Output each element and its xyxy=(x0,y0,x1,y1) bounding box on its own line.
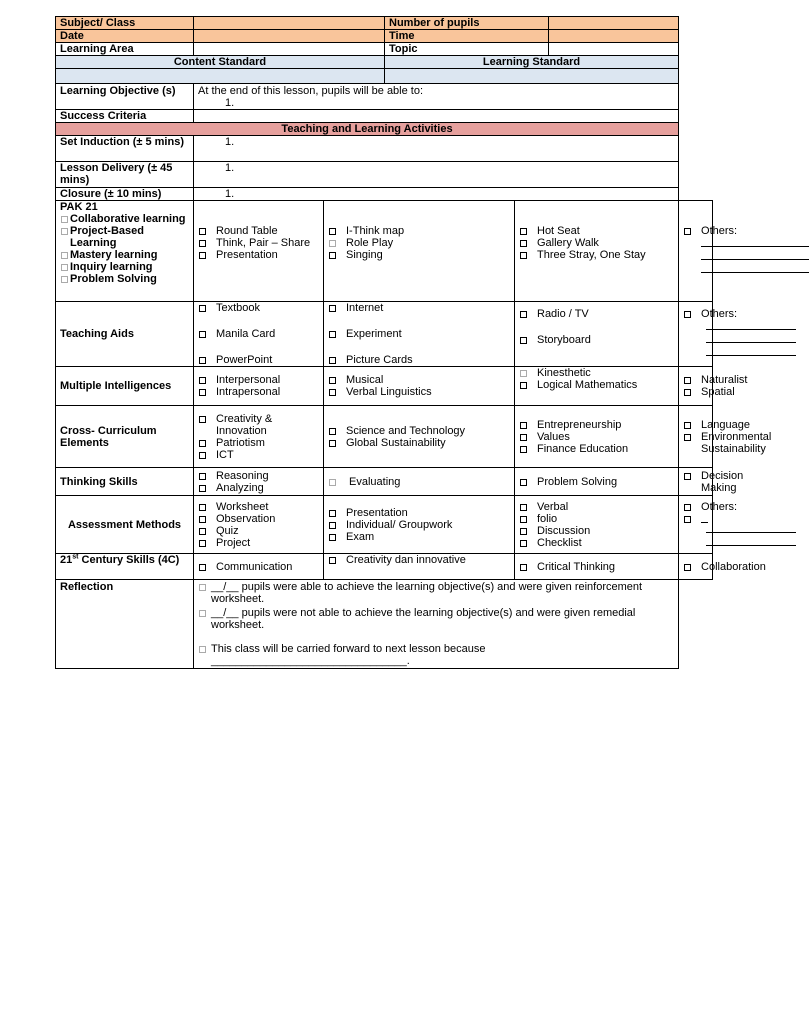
blank-line[interactable] xyxy=(706,523,796,533)
checkbox-icon[interactable] xyxy=(684,564,691,571)
lesson-delivery-row xyxy=(56,162,713,188)
teaching-aids-others xyxy=(679,302,738,367)
option-item[interactable]: Verbal Linguistics xyxy=(328,386,510,398)
checkbox-icon[interactable] xyxy=(199,240,206,247)
standards-header-row xyxy=(56,56,713,69)
checkbox-icon[interactable] xyxy=(520,516,527,523)
option-item[interactable]: Communication xyxy=(198,561,319,573)
learning-objective-label: Learning Objective (s) xyxy=(56,84,194,110)
checkbox-icon[interactable] xyxy=(329,228,336,235)
option-item[interactable]: Textbook xyxy=(198,302,319,328)
objective-row xyxy=(56,84,713,110)
checkbox-icon[interactable] xyxy=(684,311,691,318)
checkbox-icon[interactable] xyxy=(684,377,691,384)
success-criteria-field[interactable] xyxy=(194,110,679,123)
date-field[interactable] xyxy=(194,30,385,43)
checkbox-icon[interactable] xyxy=(329,240,336,247)
checkbox-icon[interactable] xyxy=(520,370,527,377)
option-item[interactable]: Reasoning xyxy=(198,470,319,482)
pak21-item[interactable]: Project-Based Learning xyxy=(60,225,189,249)
checkbox-icon[interactable] xyxy=(199,540,206,547)
checkbox-icon[interactable] xyxy=(199,440,206,447)
assessment-row xyxy=(56,496,713,554)
option-item[interactable]: Observation xyxy=(198,513,319,525)
am-col3 xyxy=(515,496,679,554)
teaching-aids-col2 xyxy=(324,302,515,367)
others-lines[interactable] xyxy=(683,237,708,276)
option-item[interactable]: Project xyxy=(198,537,319,549)
checkbox-icon[interactable] xyxy=(684,504,691,511)
option-item[interactable]: Individual/ Groupwork xyxy=(328,519,510,531)
century-skills-row xyxy=(56,554,713,580)
checkbox-icon[interactable] xyxy=(329,510,336,517)
checkbox-icon[interactable] xyxy=(199,331,206,338)
checkbox-icon[interactable] xyxy=(199,416,206,423)
checkbox-icon[interactable] xyxy=(520,337,527,344)
checkbox-icon[interactable] xyxy=(684,422,691,429)
option-item[interactable]: Radio / TV xyxy=(519,308,674,334)
checkbox-icon[interactable] xyxy=(61,264,68,271)
checkbox-icon[interactable] xyxy=(520,382,527,389)
cross-curriculum-row xyxy=(56,406,713,468)
checkbox-icon[interactable] xyxy=(61,216,68,223)
learning-standard-field[interactable] xyxy=(385,69,679,84)
option-item[interactable]: folio xyxy=(519,513,674,525)
checkbox-icon[interactable] xyxy=(329,479,336,486)
am-col1 xyxy=(194,496,324,554)
checkbox-icon[interactable] xyxy=(520,240,527,247)
cs-col2 xyxy=(324,554,515,580)
lesson-delivery-field[interactable] xyxy=(194,162,679,188)
set-induction-label: Set Induction (± 5 mins) xyxy=(56,136,194,162)
standards-value-row xyxy=(56,69,713,84)
checkbox-icon[interactable] xyxy=(199,252,206,259)
checkbox-icon[interactable] xyxy=(329,377,336,384)
success-criteria-label: Success Criteria xyxy=(56,110,194,123)
reflection-label: Reflection xyxy=(56,580,194,669)
header-row-subject xyxy=(56,17,713,30)
closure-label: Closure (± 10 mins) xyxy=(56,188,194,201)
checkbox-icon[interactable] xyxy=(61,228,68,235)
checkbox-icon[interactable] xyxy=(520,252,527,259)
checkbox-icon[interactable] xyxy=(520,564,527,571)
others-lines[interactable] xyxy=(683,320,708,359)
option-item[interactable]: Picture Cards xyxy=(328,354,510,366)
option-item[interactable]: Spatial xyxy=(683,386,708,398)
lesson-plan-table xyxy=(55,16,772,669)
objective-item: 1. xyxy=(225,97,235,109)
success-criteria-row xyxy=(56,110,713,123)
header-row-date xyxy=(56,30,713,43)
option-item[interactable]: Patriotism xyxy=(198,437,319,449)
option-item[interactable]: Singing xyxy=(328,249,510,261)
checkbox-icon[interactable] xyxy=(329,522,336,529)
cce-col3 xyxy=(515,406,679,468)
activities-header-row xyxy=(56,123,713,136)
blank-line[interactable] xyxy=(706,333,796,343)
blank-line[interactable] xyxy=(701,263,809,273)
am-col2 xyxy=(324,496,515,554)
header-row-learning-area xyxy=(56,43,713,56)
reflection-option[interactable]: This class will be carried forward to next lesson because ________________________________. xyxy=(198,643,674,667)
checkbox-icon[interactable] xyxy=(329,389,336,396)
option-item[interactable]: Critical Thinking xyxy=(519,561,674,573)
checkbox-icon[interactable] xyxy=(684,434,691,441)
checkbox-icon[interactable] xyxy=(520,422,527,429)
activities-title: Teaching and Learning Activities xyxy=(56,123,679,136)
teaching-aids-row xyxy=(56,302,713,367)
cross-curriculum-label: Cross- Curriculum Elements xyxy=(56,406,194,468)
option-item[interactable]: Musical xyxy=(328,374,510,386)
pak21-title: PAK 21 xyxy=(60,201,98,213)
ts-col4 xyxy=(679,468,744,496)
checkbox-icon[interactable] xyxy=(520,446,527,453)
option-item[interactable]: Naturalist xyxy=(683,374,708,386)
checkbox-icon[interactable] xyxy=(199,516,206,523)
mi-col2 xyxy=(324,367,515,406)
option-item[interactable]: Interpersonal xyxy=(198,374,319,386)
option-item[interactable]: Worksheet xyxy=(198,501,319,513)
blank-line[interactable] xyxy=(706,346,796,356)
option-item[interactable]: Analyzing xyxy=(198,482,319,494)
checkbox-icon[interactable] xyxy=(199,357,206,364)
option-item[interactable]: Evaluating xyxy=(328,476,510,488)
option-item[interactable]: Problem Solving xyxy=(519,476,674,488)
ts-col1 xyxy=(194,468,324,496)
number-of-pupils-field[interactable] xyxy=(549,17,679,30)
checkbox-icon[interactable] xyxy=(199,228,206,235)
cs-col4 xyxy=(679,554,766,580)
option-item[interactable]: Entrepreneurship xyxy=(519,419,674,431)
others-lines[interactable] xyxy=(683,523,708,549)
checkbox-icon[interactable] xyxy=(199,377,206,384)
pak21-col3 xyxy=(515,201,679,302)
checkbox-icon[interactable] xyxy=(684,389,691,396)
ts-col2 xyxy=(324,468,515,496)
pak21-col2 xyxy=(324,201,515,302)
checkbox-icon[interactable] xyxy=(199,504,206,511)
checkbox-icon[interactable] xyxy=(199,584,206,591)
blank-line[interactable] xyxy=(701,250,809,260)
option-item[interactable]: Global Sustainability xyxy=(328,437,510,449)
checkbox-icon[interactable] xyxy=(61,252,68,259)
closure-row xyxy=(56,188,713,201)
checkbox-icon[interactable] xyxy=(199,305,206,312)
content-standard-label: Content Standard xyxy=(56,56,385,69)
teaching-aids-label: Teaching Aids xyxy=(56,302,194,367)
cce-col1 xyxy=(194,406,324,468)
thinking-skills-row xyxy=(56,468,713,496)
mi-col3 xyxy=(515,367,679,406)
option-item[interactable]: Others: xyxy=(683,308,708,320)
checkbox-icon[interactable] xyxy=(329,252,336,259)
option-item[interactable]: Values xyxy=(519,431,674,443)
reflection-option[interactable]: __/__ pupils were not able to achieve the learning objective(s) and were given remedial worksheet. xyxy=(198,607,674,631)
content-standard-field[interactable] xyxy=(56,69,385,84)
teaching-aids-col3 xyxy=(515,302,679,367)
option-item[interactable]: Presentation xyxy=(328,507,510,519)
time-label: Time xyxy=(385,30,549,43)
multiple-intelligences-row xyxy=(56,367,713,406)
option-item[interactable]: Role Play xyxy=(328,237,510,249)
checkbox-icon[interactable] xyxy=(520,479,527,486)
learning-area-label: Learning Area xyxy=(56,43,194,56)
option-item[interactable]: Think, Pair – Share xyxy=(198,237,319,249)
pak21-item[interactable]: Problem Solving xyxy=(60,273,189,285)
checkbox-icon[interactable] xyxy=(329,440,336,447)
lesson-plan-sheet xyxy=(55,16,772,669)
cs-col1 xyxy=(194,554,324,580)
reflection-option[interactable]: __/__ pupils were able to achieve the learning objective(s) and were given reinforcement worksheet. xyxy=(198,581,674,605)
option-item[interactable]: Hot Seat xyxy=(519,225,674,237)
checkbox-icon[interactable] xyxy=(329,557,336,564)
mi-col1 xyxy=(194,367,324,406)
time-field[interactable] xyxy=(549,30,679,43)
pak21-others xyxy=(679,201,738,302)
checkbox-icon[interactable] xyxy=(199,452,206,459)
pak21-col1 xyxy=(194,201,324,302)
lesson-delivery-label: Lesson Delivery (± 45 mins) xyxy=(56,162,194,188)
checkbox-icon[interactable] xyxy=(61,276,68,283)
pak21-item[interactable]: Collaborative learning xyxy=(60,213,189,225)
option-item[interactable]: Verbal xyxy=(519,501,674,513)
learning-objective-field[interactable] xyxy=(194,84,679,110)
blank-line[interactable] xyxy=(706,536,796,546)
closure-item: 1. xyxy=(225,188,235,200)
checkbox-icon[interactable] xyxy=(520,540,527,547)
checkbox-icon[interactable] xyxy=(199,485,206,492)
mi-col4 xyxy=(679,367,748,406)
option-item[interactable]: Finance Education xyxy=(519,443,674,455)
checkbox-icon[interactable] xyxy=(199,564,206,571)
checkbox-icon[interactable] xyxy=(684,473,691,480)
set-induction-field[interactable] xyxy=(194,136,679,162)
option-item[interactable]: Environmental Sustainability xyxy=(683,431,708,455)
checkbox-icon[interactable] xyxy=(520,228,527,235)
option-item[interactable]: Language xyxy=(683,419,708,431)
option-item[interactable]: Gallery Walk xyxy=(519,237,674,249)
ts-col3 xyxy=(515,468,679,496)
checkbox-icon[interactable] xyxy=(329,305,336,312)
cce-col4 xyxy=(679,406,772,468)
checkbox-icon[interactable] xyxy=(199,646,206,653)
option-item[interactable]: Storyboard xyxy=(519,334,674,346)
checkbox-icon[interactable] xyxy=(684,228,691,235)
reflection-row xyxy=(56,580,713,669)
option-item[interactable]: ICT xyxy=(198,449,319,461)
option-item[interactable]: Kinesthetic xyxy=(519,367,674,379)
pak21-item[interactable]: Mastery learning xyxy=(60,249,189,261)
option-item[interactable]: Quiz xyxy=(198,525,319,537)
option-item[interactable]: I-Think map xyxy=(328,225,510,237)
checkbox-icon[interactable] xyxy=(199,528,206,535)
checkbox-icon[interactable] xyxy=(520,434,527,441)
subject-class-label: Subject/ Class xyxy=(56,17,194,30)
option-item[interactable]: Decision Making xyxy=(683,470,708,494)
blank-line[interactable] xyxy=(701,237,809,247)
cce-col2 xyxy=(324,406,515,468)
learning-area-field[interactable] xyxy=(194,43,385,56)
pak21-item[interactable]: Inquiry learning xyxy=(60,261,189,273)
learning-standard-label: Learning Standard xyxy=(385,56,679,69)
option-item[interactable]: Science and Technology xyxy=(328,425,510,437)
century-skills-label: 21st Century Skills (4C) xyxy=(56,554,194,580)
checkbox-icon[interactable] xyxy=(520,528,527,535)
option-item[interactable]: Discussion xyxy=(519,525,674,537)
am-others xyxy=(679,496,738,554)
closure-field[interactable] xyxy=(194,188,679,201)
assessment-label: Assessment Methods xyxy=(56,496,194,554)
option-item[interactable]: Internet xyxy=(328,302,510,328)
option-item[interactable]: Others: xyxy=(683,225,708,237)
checkbox-icon[interactable] xyxy=(329,331,336,338)
option-item[interactable]: Manila Card xyxy=(198,328,319,354)
checkbox-icon[interactable] xyxy=(520,504,527,511)
option-item[interactable]: Presentation xyxy=(198,249,319,261)
set-induction-item: 1. xyxy=(225,136,235,148)
checkbox-icon[interactable] xyxy=(329,534,336,541)
option-item[interactable]: Creativity dan innovative xyxy=(328,554,510,566)
option-item[interactable]: Intrapersonal xyxy=(198,386,319,398)
set-induction-row xyxy=(56,136,713,162)
option-item[interactable]: Three Stray, One Stay xyxy=(519,249,674,261)
blank-line[interactable] xyxy=(706,320,796,330)
option-item[interactable]: Others: xyxy=(683,501,708,513)
option-item[interactable]: Experiment xyxy=(328,328,510,354)
option-item[interactable]: Checklist xyxy=(519,537,674,549)
lesson-delivery-item: 1. xyxy=(225,162,235,174)
checkbox-icon[interactable] xyxy=(199,610,206,617)
topic-field[interactable] xyxy=(549,43,679,56)
date-label: Date xyxy=(56,30,194,43)
subject-class-field[interactable] xyxy=(194,17,385,30)
option-item[interactable]: Creativity & Innovation xyxy=(198,413,319,437)
topic-label: Topic xyxy=(385,43,549,56)
option-item[interactable]: Exam xyxy=(328,531,510,543)
reflection-field xyxy=(194,580,679,669)
multiple-intelligences-label: Multiple Intelligences xyxy=(56,367,194,406)
checkbox-icon[interactable] xyxy=(684,516,691,523)
pak21-label-cell xyxy=(56,201,194,302)
checkbox-icon[interactable] xyxy=(520,311,527,318)
thinking-skills-label: Thinking Skills xyxy=(56,468,194,496)
cs-col3 xyxy=(515,554,679,580)
option-item[interactable]: Collaboration xyxy=(683,561,708,573)
checkbox-icon[interactable] xyxy=(199,389,206,396)
number-of-pupils-label: Number of pupils xyxy=(385,17,549,30)
blank-line[interactable] xyxy=(701,513,708,523)
teaching-aids-col1 xyxy=(194,302,324,367)
option-item[interactable]: PowerPoint xyxy=(198,354,319,366)
checkbox-icon[interactable] xyxy=(199,473,206,480)
checkbox-icon[interactable] xyxy=(329,428,336,435)
pak21-row xyxy=(56,201,713,302)
objective-intro: At the end of this lesson, pupils will be able to: xyxy=(198,85,424,97)
checkbox-icon[interactable] xyxy=(329,357,336,364)
option-item[interactable]: Logical Mathematics xyxy=(519,379,674,391)
option-item[interactable]: Round Table xyxy=(198,225,319,237)
option-item[interactable] xyxy=(683,513,708,523)
